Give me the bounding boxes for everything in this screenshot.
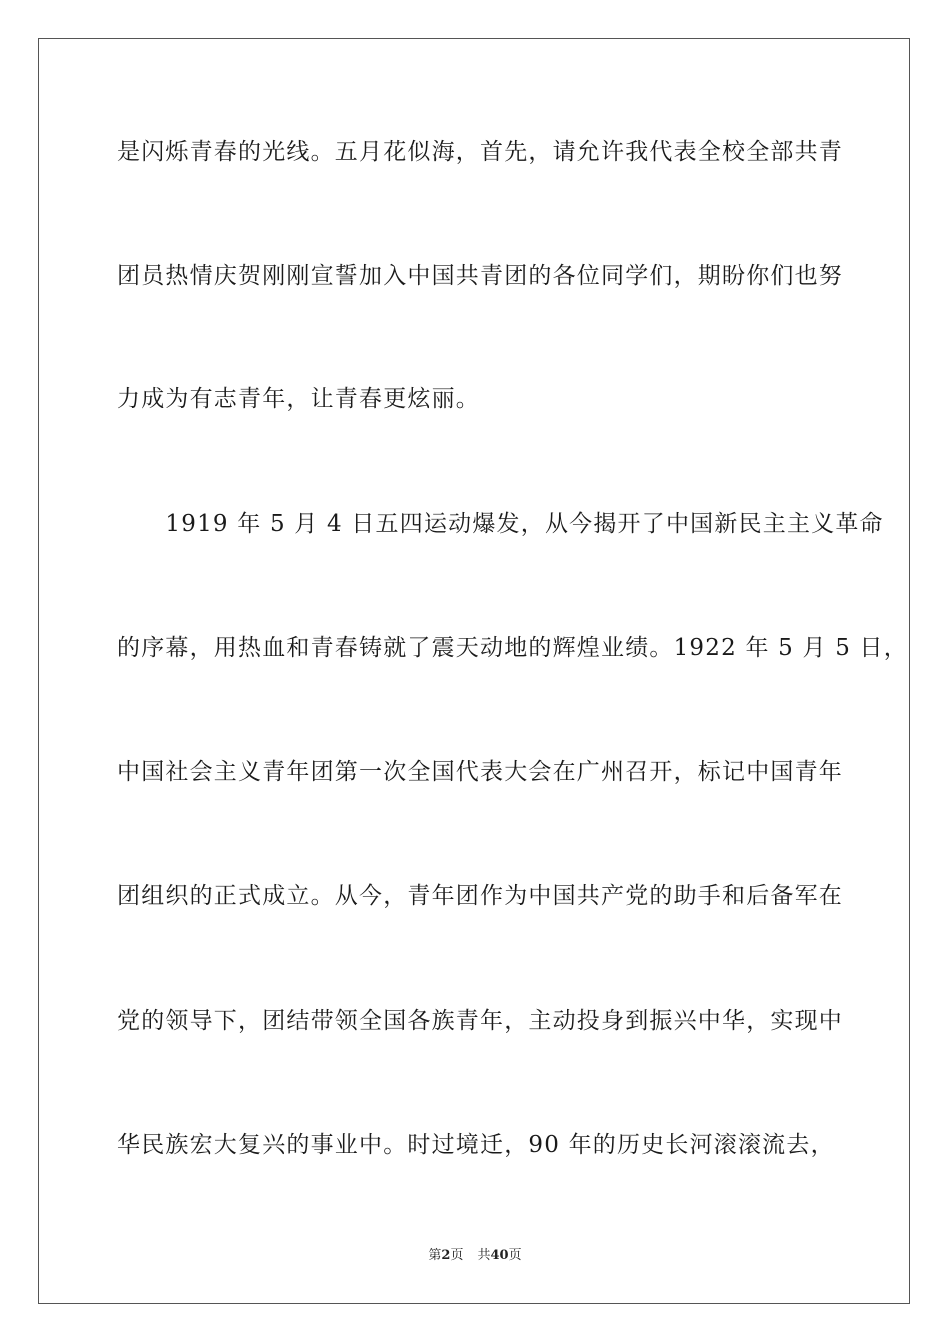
page-footer [0, 1248, 950, 1264]
body-text-line: 党的领导下，团结带领全国各族青年，主动投身到振兴中华，实现中 [117, 1008, 843, 1034]
total-pages: 40 [490, 1248, 509, 1263]
body-text-line: 1919 年 5 月 4 日五四运动爆发，从今揭开了中国新民主主义革命 [117, 511, 884, 537]
body-text-line: 力成为有志青年，让青春更炫丽。 [117, 386, 480, 412]
page-current: 2 [441, 1248, 451, 1263]
page-suffix: 页 [450, 1248, 464, 1263]
body-text-line: 团员热情庆贺刚刚宣誓加入中国共青团的各位同学们，期盼你们也努 [117, 263, 843, 289]
total-prefix: 共 [477, 1248, 491, 1263]
body-text-line: 的序幕，用热血和青春铸就了震天动地的辉煌业绩。1922 年 5 月 5 日， [117, 635, 908, 661]
body-text-line: 团组织的正式成立。从今，青年团作为中国共产党的助手和后备军在 [117, 883, 843, 909]
page-prefix: 第 [428, 1248, 442, 1263]
page-border [38, 38, 910, 1304]
body-text-line: 是闪烁青春的光线。五月花似海，首先，请允许我代表全校全部共青 [117, 139, 843, 165]
total-suffix: 页 [508, 1248, 522, 1263]
body-text-line: 中国社会主义青年团第一次全国代表大会在广州召开，标记中国青年 [117, 759, 843, 785]
body-text-line: 华民族宏大复兴的事业中。时过境迁，90 年的历史长河滚滚流去， [117, 1132, 835, 1158]
